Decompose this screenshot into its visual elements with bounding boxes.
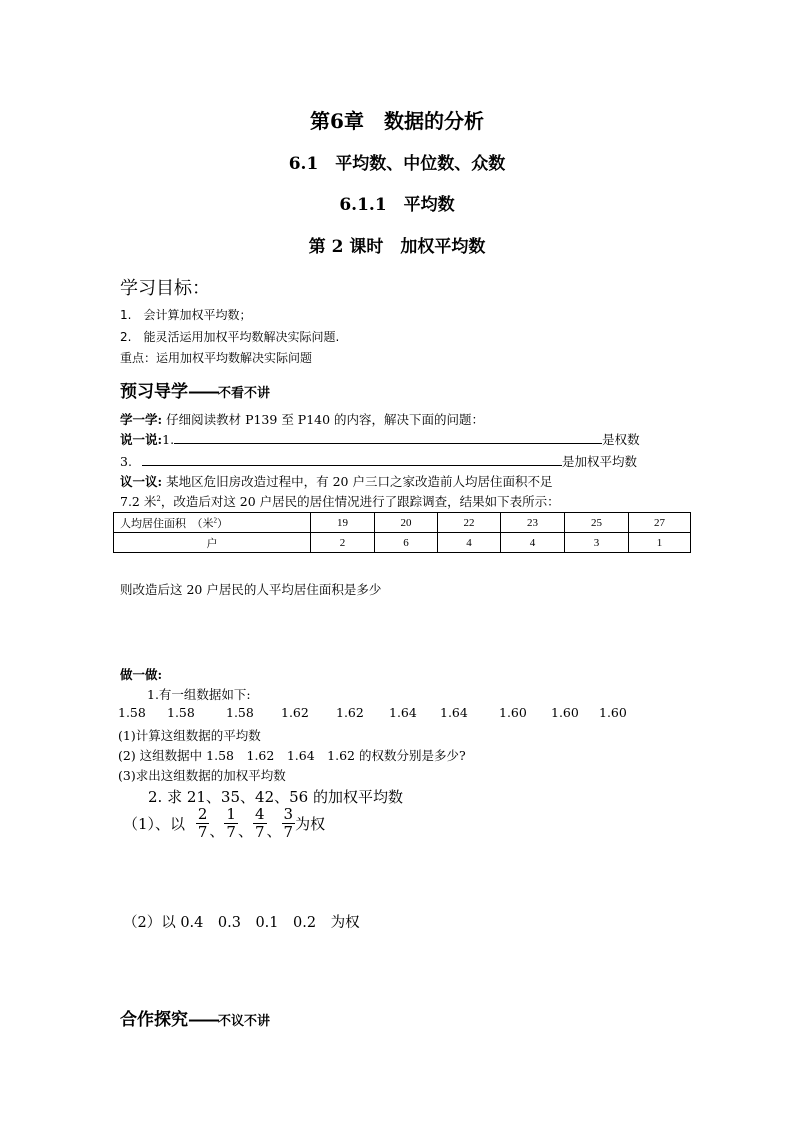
section-title: 6.1 平均数、中位数、众数 [288, 154, 506, 174]
q1-part1: (1)计算这组数据的平均数 [118, 728, 261, 743]
chapter-title: 第6章 数据的分析 [310, 109, 484, 133]
data-value: 1.58 [167, 705, 195, 720]
table-cell: 27 [629, 513, 691, 533]
separator: 、 [209, 822, 225, 840]
table-question: 则改造后这 20 户居民的人平均居住面积是多少 [120, 582, 382, 597]
discuss-text-2b: ，改造后对这 20 户居民的居住情况进行了跟踪调查，结果如下表所示： [160, 494, 560, 509]
learn-line [120, 410, 484, 428]
table-cell: 3 [565, 533, 629, 553]
fraction-denominator: 7 [254, 823, 265, 841]
cooperate-heading [120, 1005, 270, 1030]
subsection-title: 6.1.1 平均数 [339, 195, 455, 215]
fraction-numerator: 3 [283, 805, 294, 823]
fraction-2-7 [196, 806, 210, 841]
preview-heading-sub: 不看不讲 [218, 386, 271, 401]
separator: 、 [237, 822, 253, 840]
area-label-close: ） [217, 517, 228, 530]
goal-item-2: 2. 能灵活运用加权平均数解决实际问题. [120, 330, 340, 344]
preview-heading-dash: —— [188, 382, 218, 402]
fraction-numerator: 1 [226, 805, 236, 823]
goal-item-1: 1. 会计算加权平均数； [120, 308, 252, 322]
q1-intro: 1.有一组数据如下: [147, 687, 251, 702]
preview-heading [120, 377, 270, 402]
table-cell: 22 [438, 513, 501, 533]
discuss-label: 议一议: [120, 474, 163, 489]
line3-tail: 是加权平均数 [561, 454, 637, 469]
fraction-numerator: 2 [197, 805, 208, 823]
goals-heading: 学习目标： [120, 278, 210, 299]
preview-heading-main: 预习导学 [120, 382, 188, 402]
discuss-line-1 [120, 472, 552, 490]
q1-part2: (2) 这组数据中 1.58 1.62 1.64 1.62 的权数分别是多少? [118, 748, 466, 763]
cooperate-heading-dash: —— [188, 1010, 218, 1030]
line3-blank[interactable] [142, 453, 562, 466]
fraction-denominator: 7 [226, 823, 236, 841]
fraction-numerator: 4 [254, 805, 265, 823]
say-line [120, 430, 640, 448]
table-row-label-households: 户 [114, 533, 311, 553]
q2-part1-suffix: 为权 [295, 815, 326, 833]
q1-part3: (3)求出这组数据的加权平均数 [118, 768, 286, 783]
discuss-text-2a: 7.2 米 [120, 494, 157, 509]
data-value: 1.64 [440, 705, 468, 720]
q2-part2: （2）以 0.4 0.3 0.1 0.2 为权 [123, 915, 360, 931]
fraction-denominator: 7 [197, 823, 208, 841]
data-row [118, 705, 627, 720]
table-cell: 1 [629, 533, 691, 553]
discuss-sup: 2 [156, 494, 161, 503]
data-value: 1.60 [551, 705, 579, 720]
table-cell: 6 [375, 533, 438, 553]
data-value: 1.60 [499, 705, 527, 720]
discuss-text-1: 某地区危旧房改造过程中，有 20 户三口之家改造前人均居住面积不足 [162, 474, 553, 489]
data-value: 1.64 [389, 705, 417, 720]
lesson-title: 第 2 课时 加权平均数 [308, 237, 486, 257]
learn-label: 学一学: [120, 412, 163, 427]
separator: 、 [266, 822, 282, 840]
data-value: 1.58 [118, 705, 146, 720]
table-row-households [114, 533, 691, 553]
fraction-denominator: 7 [283, 823, 294, 841]
key-point: 重点：运用加权平均数解决实际问题 [120, 351, 313, 365]
discuss-line-2 [120, 492, 560, 510]
q2-part1-prefix: （1）、以 [123, 815, 186, 833]
say-tail: 是权数 [602, 432, 640, 447]
table-cell: 19 [311, 513, 375, 533]
say-num: 1. [162, 432, 175, 447]
area-label-sup: 2 [213, 515, 217, 524]
say-blank[interactable] [174, 431, 602, 444]
learn-text: 仔细阅读教材 P139 至 P140 的内容，解决下面的问题： [162, 412, 485, 427]
housing-table [113, 512, 691, 553]
table-cell: 23 [501, 513, 565, 533]
q2-part1 [123, 806, 325, 841]
table-row-label-area [114, 513, 311, 533]
data-value: 1.60 [599, 705, 627, 720]
table-cell: 2 [311, 533, 375, 553]
practice-heading: 做一做: [120, 667, 163, 682]
line3 [120, 452, 637, 470]
table-cell: 20 [375, 513, 438, 533]
area-label-text: 人均居住面积 （米 [120, 517, 214, 530]
table-cell: 4 [438, 533, 501, 553]
cooperate-heading-main: 合作探究 [120, 1010, 188, 1030]
table-row-area [114, 513, 691, 533]
data-value: 1.58 [226, 705, 254, 720]
line3-num: 3. [120, 454, 132, 469]
fraction-4-7 [253, 806, 267, 841]
cooperate-heading-sub: 不议不讲 [218, 1014, 271, 1029]
fraction-3-7 [282, 806, 296, 841]
data-value: 1.62 [336, 705, 364, 720]
table-cell: 4 [501, 533, 565, 553]
table-cell: 25 [565, 513, 629, 533]
fraction-1-7 [224, 806, 238, 841]
say-label: 说一说: [120, 432, 163, 447]
q2-intro: 2. 求 21、35、42、56 的加权平均数 [148, 788, 403, 806]
data-value: 1.62 [281, 705, 309, 720]
